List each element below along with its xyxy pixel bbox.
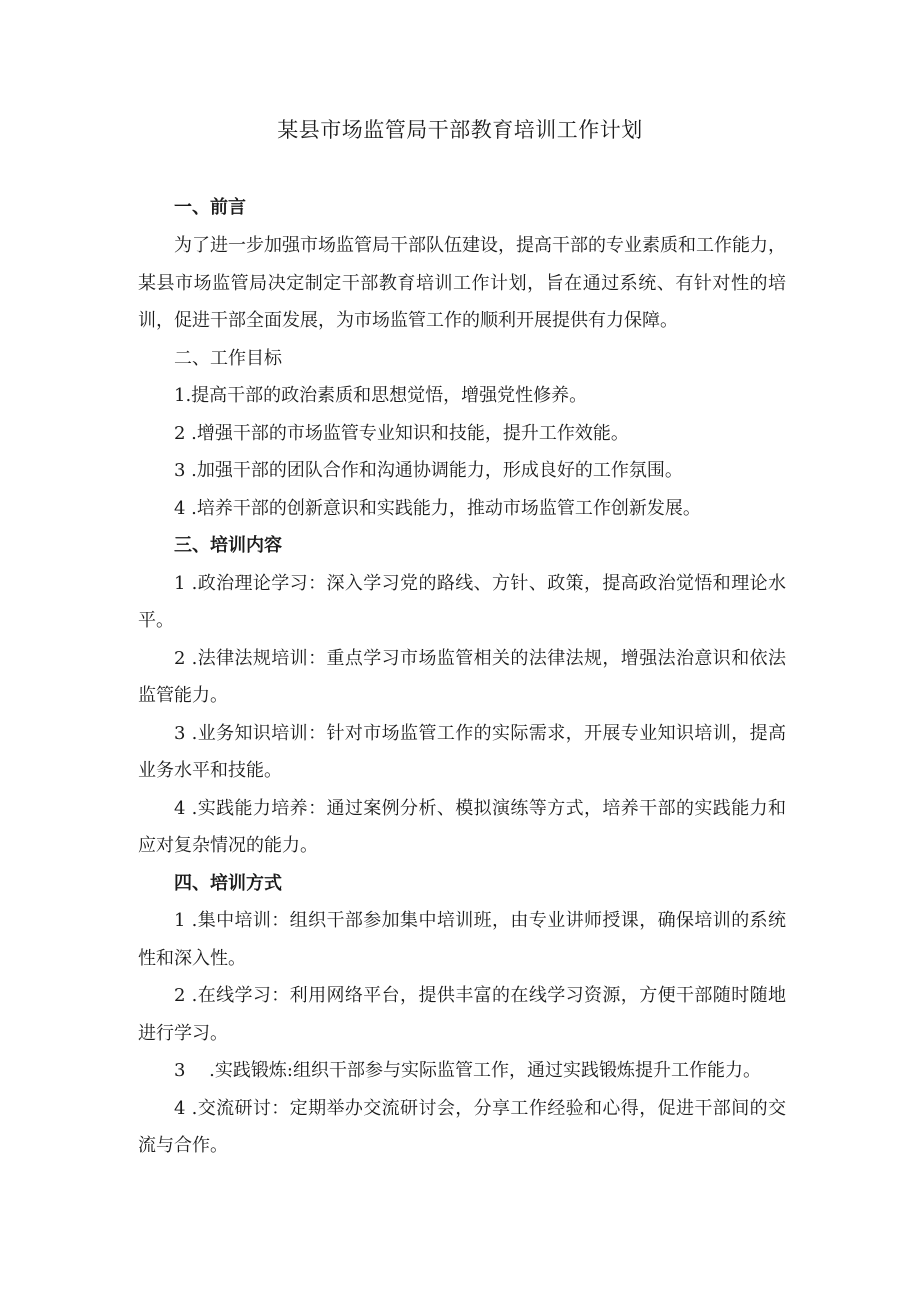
- content-item-3: 3 .业务知识培训：针对市场监管工作的实际需求，开展专业知识培训，提高业务水平和技能。: [138, 722, 786, 781]
- section-heading-content: 三、培训内容: [174, 535, 282, 556]
- section-heading-goals: 二、工作目标: [174, 347, 282, 369]
- content-item-1: 1 .政治理论学习：深入学习党的路线、方针、政策，提高政治觉悟和理论水平。: [138, 572, 786, 631]
- method-item-3: 3 .实践锻炼:组织干部参与实际监管工作，通过实践锻炼提升工作能力。: [174, 1060, 761, 1081]
- goal-item-1: 1.提高干部的政治素质和思想觉悟，增强党性修养。: [174, 385, 588, 406]
- document-body: [138, 195, 786, 1165]
- goal-item-4: 4 .培养干部的创新意识和实践能力，推动市场监管工作创新发展。: [174, 497, 701, 519]
- goal-item-2: 2 .增强干部的市场监管专业知识和技能，提升工作效能。: [174, 422, 629, 444]
- section-heading-methods: 四、培训方式: [174, 872, 282, 894]
- content-item-4: 4 .实践能力培养：通过案例分析、模拟演练等方式，培养干部的实践能力和应对复杂情况的能力。: [138, 797, 786, 856]
- document-title: 某县市场监管局干部教育培训工作计划: [277, 118, 643, 142]
- method-item-4: 4 .交流研讨：定期举办交流研讨会，分享工作经验和心得，促进干部间的交流与合作。: [138, 1097, 786, 1156]
- content-item-2: 2 .法律法规培训：重点学习市场监管相关的法律法规，增强法治意识和依法监管能力。: [138, 647, 786, 706]
- method-item-1: 1 .集中培训：组织干部参加集中培训班，由专业讲师授课，确保培训的系统性和深入性。: [138, 910, 786, 969]
- goal-item-3: 3 .加强干部的团队合作和沟通协调能力，形成良好的工作氛围。: [174, 460, 683, 481]
- section-heading-preface: 一、前言: [174, 197, 246, 218]
- method-item-2: 2 .在线学习：利用网络平台，提供丰富的在线学习资源，方便干部随时随地进行学习。: [138, 985, 786, 1044]
- preface-paragraph: 为了进一步加强市场监管局干部队伍建设，提高干部的专业素质和工作能力，某县市场监管局决定制定干部教育培训工作计划，旨在通过系统、有针对性的培训，促进干部全面发展，为市场监管工作的顺利开展提供有力保障。: [138, 235, 786, 331]
